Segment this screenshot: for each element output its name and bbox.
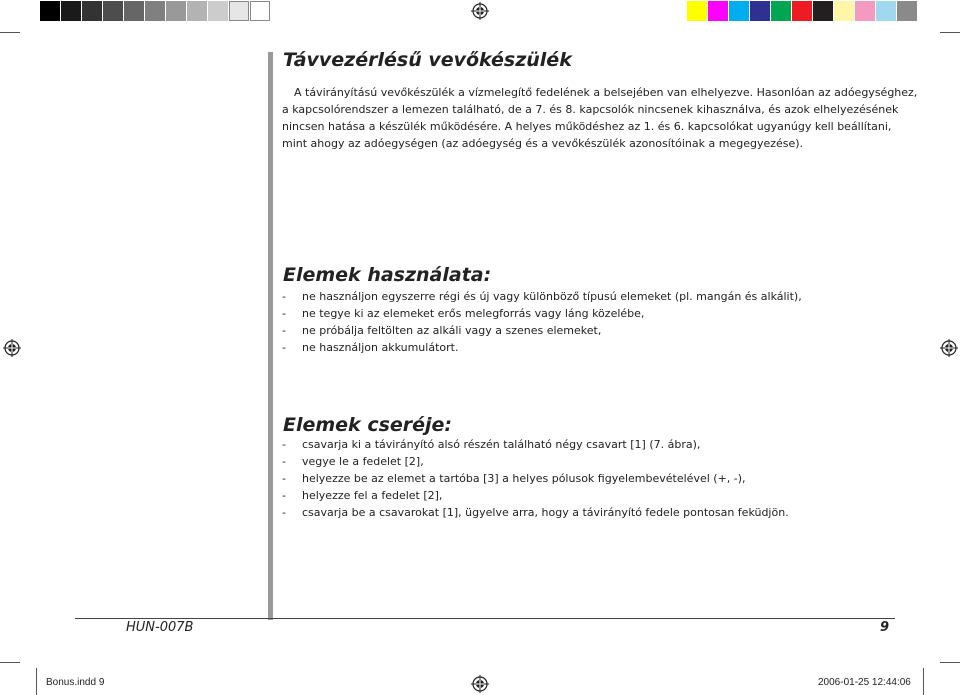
paragraph-line: a kapcsolórendszer a lemezen található, de a 7. és 8. kapcsolók nincsenek kihasználva, és azok elhelyezésének xyxy=(282,103,899,116)
list-item: - ne tegye ki az elemeket erős melegforrás vagy láng közelébe, xyxy=(282,305,802,322)
color-swatch xyxy=(771,1,791,21)
registration-mark-icon xyxy=(3,339,21,357)
battery-replacement-list xyxy=(282,436,789,521)
color-swatch xyxy=(876,1,896,21)
margin-rule xyxy=(268,52,273,620)
receiver-paragraph xyxy=(282,84,922,152)
gray-swatch xyxy=(40,1,60,21)
page-number: 9 xyxy=(880,620,890,635)
gray-swatch xyxy=(61,1,81,21)
gray-swatch xyxy=(250,1,270,21)
slug-file: Bonus.indd 9 xyxy=(46,677,105,688)
list-item: - vegye le a fedelet [2], xyxy=(282,453,789,470)
registration-mark-icon xyxy=(471,2,489,20)
color-swatch xyxy=(708,1,728,21)
crop-mark xyxy=(940,662,960,663)
crop-mark xyxy=(0,662,20,663)
color-swatch xyxy=(834,1,854,21)
color-swatch xyxy=(750,1,770,21)
gray-swatch xyxy=(124,1,144,21)
list-item: - csavarja be a csavarokat [1], ügyelve arra, hogy a távirányító fedele pontosan feküdjön. xyxy=(282,504,789,521)
paragraph-line: mint ahogy az adóegységen (az adóegység és a vevőkészülék azonosítóinak a megegyezése). xyxy=(282,137,804,150)
color-swatch xyxy=(897,1,917,21)
list-item: - helyezze fel a fedelet [2], xyxy=(282,487,789,504)
crop-mark xyxy=(923,668,924,695)
color-swatch xyxy=(792,1,812,21)
color-swatch xyxy=(729,1,749,21)
paragraph-line: nincsen hatása a készülék működésére. A helyes működéshez az 1. és 6. kapcsolókat ugyanúgy kell beállítani, xyxy=(282,120,892,133)
gray-swatch xyxy=(208,1,228,21)
gray-swatch xyxy=(82,1,102,21)
gray-swatch xyxy=(145,1,165,21)
section-title-receiver: Távvezérlésű vevőkészülék xyxy=(283,49,572,71)
crop-mark xyxy=(0,32,20,33)
gray-swatch xyxy=(166,1,186,21)
gray-swatch xyxy=(187,1,207,21)
crop-mark xyxy=(36,668,37,695)
list-item: - ne használjon egyszerre régi és új vagy különböző típusú elemeket (pl. mangán és alkálit), xyxy=(282,288,802,305)
crop-mark xyxy=(940,32,960,33)
slug-timestamp: 2006-01-25 12:44:06 xyxy=(818,677,911,688)
color-swatch xyxy=(687,1,707,21)
color-swatch xyxy=(813,1,833,21)
paragraph-line: A távirányítású vevőkészülék a vízmelegítő fedelének a belsejében van elhelyezve. Hasonlóan az adóegységhez, xyxy=(294,86,918,99)
list-item: - helyezze be az elemet a tartóba [3] a helyes pólusok figyelembevételével (+, -), xyxy=(282,470,789,487)
registration-mark-icon xyxy=(940,339,958,357)
footer-rule xyxy=(75,618,895,619)
section-title-battery-replacement: Elemek cseréje: xyxy=(283,414,453,436)
color-swatch xyxy=(855,1,875,21)
list-item: - ne használjon akkumulátort. xyxy=(282,339,802,356)
battery-usage-list xyxy=(282,288,802,356)
gray-swatch xyxy=(229,1,249,21)
section-title-battery-usage: Elemek használata: xyxy=(283,264,492,286)
registration-mark-icon xyxy=(471,675,489,693)
gray-swatch xyxy=(103,1,123,21)
list-item: - ne próbálja feltölten az alkáli vagy a szenes elemeket, xyxy=(282,322,802,339)
footer-model: HUN-007B xyxy=(126,620,194,635)
list-item: - csavarja ki a távirányító alsó részén található négy csavart [1] (7. ábra), xyxy=(282,436,789,453)
